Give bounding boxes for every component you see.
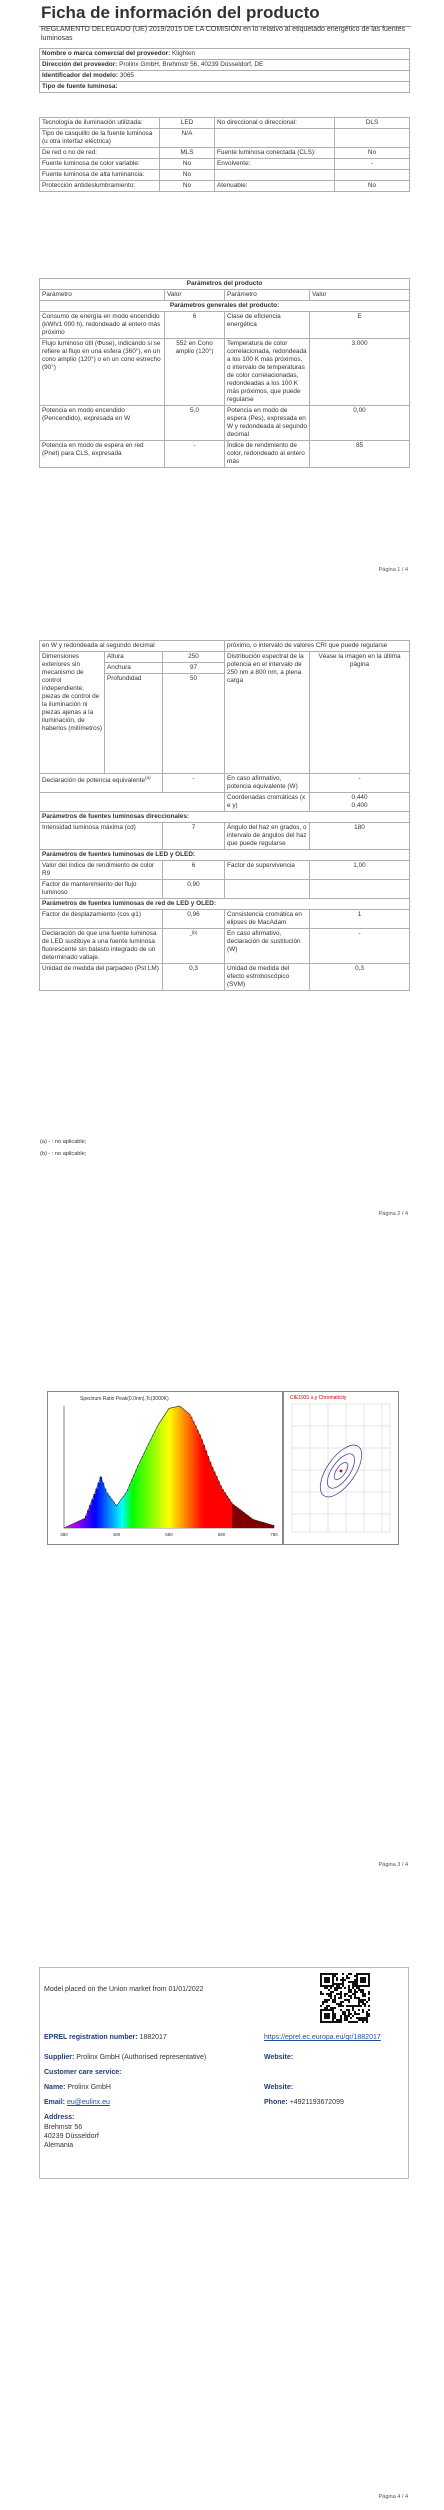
eprel-reg-value: 1882017 [139,2034,167,2041]
eprel-reg [44,2034,167,2043]
general-param: Potencia en modo de espera (Pes), expresada en W y redondeada al segundo decimal [225,406,310,441]
spectrum-band [123,1496,125,1528]
supplier-table [39,48,410,93]
spectrum-band [125,1493,127,1528]
mains-value: -$^{(b)}$ [163,929,225,964]
type-param: Fuente luminosa conectada (CLS): [215,148,335,159]
type-param [215,129,335,148]
type-param: Envolvente: [215,159,335,170]
customer-label: Customer care service: [44,2069,122,2076]
phone-label: Phone: [264,2099,288,2106]
spectrum-header: Spectrum Ratio Peak(0.0nm),Tc(3000K) [80,1396,169,1402]
spectrum-band [196,1430,198,1528]
phone-line [264,2099,344,2108]
spectrum-band [201,1439,203,1528]
spectrum-band [255,1520,257,1528]
spectrum-band [238,1509,240,1528]
spectrum-band [156,1426,158,1528]
general-value: - [165,441,225,468]
spectrum-band [114,1505,116,1528]
spectrum-band [131,1479,133,1528]
type-header: Tipo de fuente luminosa: [40,82,410,93]
eprel-link-box [264,2034,404,2043]
dim-depth-label: Profundidad [105,674,163,774]
dimensions-label: Dimensiones exteriores sin mecanismo de control independiente, piezas de control de la iluminación ni piezas ajenas a la iluminación, de haberlos (milímetros) [40,652,105,774]
spectrum-band [140,1460,142,1528]
page-number: Página 3 / 4 [378,1862,408,1868]
mains-param: Declaración de que una fuente luminosa de LED sustituye a una fuente luminosa fluorescente sin balasto integrado de un determinado vatiaje. [40,929,163,964]
eprel-panel [39,1967,409,2179]
website-line [264,2054,293,2063]
cont-right: próximo, o intervalo de valores CRI que puede regularse [225,641,410,652]
mains-param: Factor de desplazamiento (cos φ1) [40,910,163,929]
spectrum-band [93,1494,95,1528]
col-header-param: Parámetro [40,290,165,301]
dim-height-value: 250 [163,652,225,663]
equiv-label-text: Declaración de potencia equivalente [42,777,146,785]
type-value [335,170,410,181]
general-param: Flujo luminoso útil (Φuse), indicando si se refiere al flujo en una esfera (360°), en un cono amplio (120°) o en un cono estrecho (90°) [40,339,165,406]
col-header-param: Parámetro [225,290,310,301]
led-value: 0,90 [163,880,225,899]
spectrum-band [226,1496,228,1528]
spectrum-band [245,1514,247,1528]
spectrum-band [87,1510,89,1528]
supplier-address-value: Prolinx GmbH, Brehmstr 56, 40239 Düsseldorf, DE [119,61,264,68]
eprel-link[interactable]: https://eprel.ec.europa.eu/qr/1882017 [264,2034,381,2041]
name-label: Name: [44,2084,66,2091]
cie-chart [283,1391,399,1545]
spectrum-band [104,1488,106,1528]
led-param-right: Factor de supervivencia [225,861,310,880]
mains-value: 0,3 [163,964,225,991]
spectrum-band [135,1469,137,1528]
page-title: Ficha de información del producto [39,0,411,27]
equiv-right-label: En caso afirmativo, potencia equivalente (W) [225,774,310,793]
type-param [215,170,335,181]
general-value: 85 [310,441,410,468]
dim-height-label: Altura [105,652,163,663]
spectrum-band [266,1523,268,1528]
name-value: Prolinx GmbH [67,2084,111,2091]
dir-value: 7 [163,823,225,850]
dim-width-value: 97 [163,663,225,674]
col-header-value: Valor [165,290,225,301]
spectrum-band [192,1421,194,1528]
led-param: Valor del índice de rendimiento de color R9 [40,861,163,880]
spectrum-band [230,1502,232,1528]
address-line-1: Brehmstr 56 [44,2124,83,2131]
spectrum-band [100,1477,102,1528]
spectrum-band [257,1521,259,1528]
supplier-name-label: Nombre o marca comercial del proveedor: [42,50,171,57]
mains-param-right: Unidad de medida del efecto estroboscópico (SVM) [225,964,310,991]
type-param: Fuente luminosa de color variable: [40,159,160,170]
spectrum-band [236,1508,238,1528]
supplier-address-row [40,60,410,71]
mains-value-right: 1 [310,910,410,929]
spectrum-band [186,1412,188,1528]
cont-left: en W y redondeada al segundo decimal [40,641,225,652]
spectrum-band [240,1511,242,1528]
spectrum-band [110,1499,112,1528]
spectrum-band [190,1417,192,1528]
spectrum-band [167,1410,169,1528]
params-header: Parámetros del producto [40,279,410,290]
empty-cell [310,880,410,899]
type-param: No direccional o direccional: [215,118,335,129]
type-value: DLS [335,118,410,129]
spectrum-band [117,1505,119,1528]
led-param: Factor de mantenimiento del flujo luminoso [40,880,163,899]
dir-param: Intensidad luminosa máxima (cd) [40,823,163,850]
type-value [335,129,410,148]
spectrum-band [247,1515,249,1528]
chroma-values [310,793,410,812]
type-value: No [160,159,215,170]
type-value: N/A [160,129,215,148]
general-value: 3.000 [310,339,410,406]
col-header-value: Valor [310,290,410,301]
spectrum-band [89,1505,91,1528]
chroma-y: 0,400 [351,802,368,809]
mains-param: Unidad de medida del parpadeo (Pst LM) [40,964,163,991]
x-tick-label: 580 [165,1532,173,1537]
spectrum-band [209,1462,211,1528]
type-value: MLS [160,148,215,159]
supplier-address-label: Dirección del proveedor: [42,61,118,68]
footnote-a: (a) - : no aplicable; [40,1139,87,1145]
spectrum-band [203,1445,205,1528]
spectrum-band [133,1474,135,1528]
website2-label: Website: [264,2084,294,2091]
spectrum-band [159,1423,161,1528]
spectrum-band [232,1504,234,1528]
spectrum-band [154,1431,156,1528]
spectrum-band [72,1524,74,1528]
spectrum-band [215,1476,217,1528]
led-value-right: 1,00 [310,861,410,880]
website-label: Website: [264,2054,294,2061]
type-row [40,181,410,192]
spectrum-band [184,1410,186,1528]
address-label: Address: [44,2114,75,2121]
supplier-name-value: Klighten [172,50,196,57]
spectrum-band [171,1408,173,1528]
general-row [40,312,410,339]
type-param: Atenuable: [215,181,335,192]
spectrum-plot [48,1392,282,1544]
spectrum-band [165,1413,167,1528]
spectrum-band [142,1456,144,1528]
general-param: Índice de rendimiento de color, redondeado al entero más [225,441,310,468]
page-number: Página 1 / 4 [378,567,408,573]
mains-value-text: - [189,932,192,940]
led-value: 6 [163,861,225,880]
x-tick-label: 680 [217,1532,226,1537]
spectrum-band [96,1488,98,1528]
qr-code-icon[interactable] [320,1973,370,2023]
spectrum-band [81,1520,83,1528]
spectrum-band [177,1406,179,1528]
mains-param-right: Consistencia cromática en elipses de MacAdam [225,910,310,929]
footnote-b: (b) - : no aplicable; [40,1151,87,1157]
market-text: Model placed on the Union market from 01/01/2022 [44,1986,204,1993]
type-row [40,148,410,159]
mains-value-right: 0,3 [310,964,410,991]
spectrum-band [146,1447,148,1528]
type-row [40,129,410,148]
empty-cell [225,880,310,899]
regulation-text: REGLAMENTO DELEGADO (UE) 2019/2015 DE LA COMISIÓN en lo relativo al etiquetado energético de las fuentes luminosas [41,26,406,42]
spectrum-band [148,1443,150,1528]
email-line [44,2099,110,2108]
page-number: Página 4 / 4 [378,2494,408,2500]
spectrum-band [222,1489,224,1528]
directional-header: Parámetros de fuentes luminosas direccionales: [40,812,410,823]
spectrum-band [77,1522,79,1528]
type-param: Tecnología de iluminación utilizada: [40,118,160,129]
general-header: Parámetros generales del producto: [40,301,410,312]
general-param: Potencia en modo encendido (Pencendido), expresada en W [40,406,165,441]
mains-header: Parámetros de fuentes luminosas de red de LED y OLED: [40,899,410,910]
spectrum-band [119,1502,121,1528]
spectrum-band [129,1484,131,1528]
spectrum-band [75,1523,77,1528]
dim-width-label: Anchura [105,663,163,674]
spectrum-band [161,1420,163,1528]
cie-header: CIE1931 x,y Chromaticity [290,1395,347,1401]
supplier-value: Prolinx GmbH (Authorised representative) [76,2054,207,2061]
type-param: Fuente luminosa de alta luminancia: [40,170,160,181]
spectrum-band [234,1506,236,1528]
spectrum-band [180,1407,182,1528]
dir-value-right: 180 [310,823,410,850]
empty-cell [40,793,225,812]
spectrum-band [188,1414,190,1528]
chroma-x: 0,440 [351,794,368,801]
x-tick-label: 780 [270,1532,278,1537]
spectrum-band [152,1435,154,1528]
spectrum-band [173,1407,175,1528]
spectrum-band [228,1499,230,1528]
spectrum-band [253,1520,255,1528]
spectrum-band [169,1408,171,1528]
type-row [40,159,410,170]
spectrum-band [175,1407,177,1528]
product-params-table [39,278,410,468]
mains-value-right: - [310,929,410,964]
type-param: Tipo de casquillo de la fuente luminosa (u otra interfaz eléctrica) [40,129,160,148]
spectrum-band [251,1519,253,1528]
spectrum-band [198,1434,200,1528]
spectrum-band [79,1521,81,1528]
type-value: - [335,159,410,170]
spectrum-chart [47,1391,283,1545]
page2-params-table [39,640,410,991]
general-value: 0,00 [310,406,410,441]
type-value: LED [160,118,215,129]
x-tick-label: 480 [112,1532,121,1537]
general-value: 5,0 [165,406,225,441]
general-param: Clase de eficiencia energética [225,312,310,339]
address-line-3: Alemania [44,2142,74,2149]
type-value: No [335,148,410,159]
spectrum-band [83,1519,85,1528]
equiv-label: Declaración de potencia equivalente$^{(a)}$ [40,774,163,793]
type-row [40,118,410,129]
phone-value: +4921193672099 [289,2099,344,2106]
spectrum-band [249,1517,251,1528]
spectrum-band [127,1489,129,1528]
spectrum-band [138,1465,140,1528]
eprel-reg-label: EPREL registration number: [44,2034,138,2041]
general-param: Temperatura de color correlacionada, redondeada a los 100 K más próximos, o intervalo de temperaturas de color correlacionadas, redondeadas a los 100 K más próximos, que puede regularse [225,339,310,406]
spectrum-band [259,1522,261,1528]
light-source-type-table [39,117,410,192]
type-param: De red o no de red: [40,148,160,159]
spectrum-band [224,1492,226,1528]
type-value: No [335,181,410,192]
spectral-value: Véase la imagen en la última página [310,652,410,774]
page-number: Página 2 / 4 [378,1211,408,1217]
spectrum-band [108,1496,110,1528]
cie-plot [284,1392,398,1544]
type-value: No [160,181,215,192]
email-link[interactable]: eu@eulinx.eu [66,2099,110,2106]
cie-grid [292,1404,390,1532]
chroma-label: Coordenadas cromáticas (x e y) [225,793,310,812]
model-value: 3065 [119,72,134,79]
supplier-line [44,2054,206,2063]
spectrum-band [217,1481,219,1528]
spectrum-band [261,1522,263,1528]
general-row [40,406,410,441]
general-value: 552 en Cono amplio (120°) [165,339,225,406]
spectrum-band [150,1439,152,1528]
supplier-label: Supplier: [44,2054,75,2061]
spectrum-band [205,1451,207,1528]
spectrum-band [264,1523,266,1528]
general-value: 6 [165,312,225,339]
dir-param-right: Ángulo del haz en grados, o intervalo de ángulos del haz que puede regularse [225,823,310,850]
spectrum-band [182,1409,184,1528]
model-row [40,71,410,82]
spectrum-band [121,1499,123,1528]
supplier-name-row [40,49,410,60]
spectrum-band [163,1416,165,1528]
x-tick-label: 380 [60,1532,68,1537]
chromaticity-point [340,1470,343,1473]
spectrum-band [211,1467,213,1528]
equiv-value: - [163,774,225,793]
mains-value: 0,96 [163,910,225,929]
type-value: No [160,170,215,181]
dim-depth-value: 50 [163,674,225,774]
address-line-2: 40239 Düsseldorf [44,2133,99,2140]
spectrum-band [91,1499,93,1528]
spectral-label: Distribución espectral de la potencia en el intervalo de 250 nm a 800 nm, a plena carga [225,652,310,774]
spectrum-band [144,1452,146,1528]
type-param: Protección antideslumbramiento: [40,181,160,192]
spectrum-band [243,1512,245,1528]
general-param: Consumo de energía en modo encendido (kWh/1 000 h), redondeado al entero más próximo [40,312,165,339]
website2-line [264,2084,293,2093]
mains-param-right: En caso afirmativo, declaración de sustitución (W) [225,929,310,964]
led-header: Parámetros de fuentes luminosas de LED y OLED: [40,850,410,861]
spectrum-band [207,1456,209,1528]
email-label: Email: [44,2099,66,2106]
spectrum-band [98,1483,100,1528]
general-row [40,441,410,468]
spectrum-band [194,1426,196,1528]
equiv-right-value: - [310,774,410,793]
general-param: Potencia en modo de espera en red (Pnet) para CLS, expresada [40,441,165,468]
spectrum-band [213,1472,215,1528]
type-row [40,170,410,181]
name-line [44,2084,111,2093]
general-value: E [310,312,410,339]
model-label: Identificador del modelo: [42,72,118,79]
spectrum-band [112,1502,114,1528]
general-row [40,339,410,406]
spectrum-band [102,1483,104,1528]
spectrum-band [106,1493,108,1528]
spectrum-band [219,1485,221,1528]
